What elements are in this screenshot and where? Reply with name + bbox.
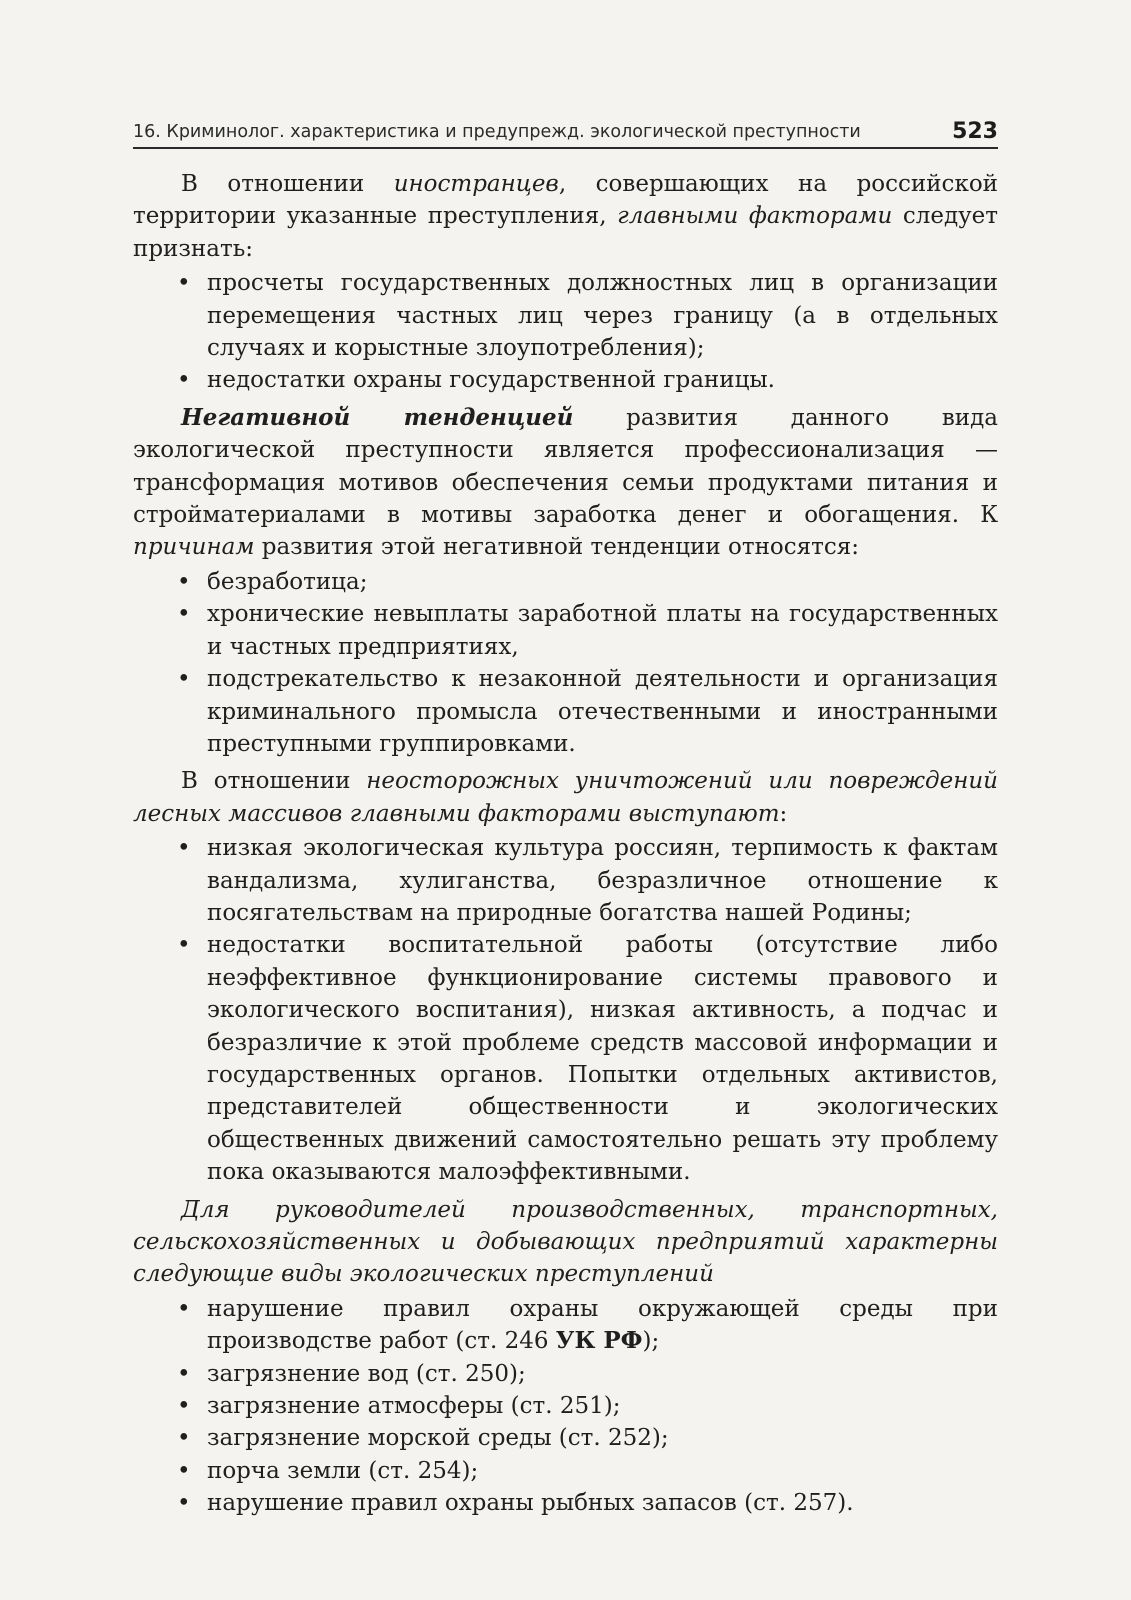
paragraph-foreigners [133, 168, 998, 265]
text-run: В отношении [181, 768, 367, 795]
list-item: • хронические невыплаты заработной платы на государственных и частных предприятиях, [207, 598, 998, 663]
list-item: • нарушение правил охраны рыбных запасов (ст. 257). [207, 1487, 998, 1519]
list-item: • безработица; [207, 566, 998, 598]
list-foreigner-factors [133, 267, 998, 397]
list-item: • загрязнение атмосферы (ст. 251); [207, 1390, 998, 1422]
list-tendency-causes [133, 566, 998, 760]
chapter-title: 16. Криминолог. характеристика и предупрежд. экологической преступности [133, 122, 861, 142]
text-run: следует признать: [133, 203, 999, 262]
page-body [133, 168, 998, 1525]
text-run: : [779, 800, 788, 827]
list-item: • порча земли (ст. 254); [207, 1455, 998, 1487]
emphasis-foreigners: иностранцев [393, 171, 559, 197]
emphasis-forest-factors: неосторожных уничтожений или повреждений лесных массивов главными факторами выступают [133, 768, 998, 827]
text-run: нарушение правил охраны окружающей среды при производстве работ (ст. 246 [207, 1295, 998, 1355]
text-run: развития данного вида экологической преступности является профессионализация — трансформация мотивов обеспечения семьи продуктами питания и стройматериалами в мотивы заработка денег и обогащения. К [133, 404, 999, 529]
list-item: • подстрекательство к незаконной деятельности и организация криминального промысла отечественными и иностранными преступными группировками. [207, 663, 998, 760]
emphasis-causes: причинам [133, 534, 255, 561]
list-forest-factors [133, 832, 998, 1188]
paragraph-negative-tendency [133, 402, 998, 564]
list-item: • загрязнение морской среды (ст. 252); [207, 1422, 998, 1454]
list-item [207, 1293, 998, 1358]
text-run: В отношении [181, 171, 394, 197]
paragraph-managers [133, 1194, 998, 1291]
text-run: ); [642, 1328, 660, 1355]
page-number: 523 [952, 119, 998, 144]
list-item: • недостатки охраны государственной границы. [207, 364, 998, 396]
code-abbreviation: УК РФ [555, 1327, 643, 1355]
text-run: , совершающих на российской территории указанные преступления, [133, 171, 998, 230]
list-crime-types [133, 1293, 998, 1520]
emphasis-main-factors: главными факторами [617, 203, 893, 230]
emphasis-managers: Для руководителей производственных, транспортных, сельскохозяйственных и добывающих предприятий характерны следующие виды экологических преступлений [133, 1196, 998, 1288]
paragraph-forest-damage [133, 765, 998, 830]
emphasis-negative-tendency: Негативной тенденцией [181, 403, 574, 431]
running-header [133, 113, 998, 149]
list-item: • низкая экологическая культура россиян, терпимость к фактам вандализма, хулиганства, безразличное отношение к посягательствам на природные богатства нашей Родины; [207, 832, 998, 929]
list-item: • недостатки воспитательной работы (отсутствие либо неэффективное функционирование системы правового и экологического воспитания), низкая активность, а подчас и безразличие к этой проблеме средств массовой информации и государственных органов. Попытки отдельных активистов, представителей общественности и экологических общественных движений самостоятельно решать эту проблему пока оказываются малоэффективными. [207, 929, 998, 1188]
list-item: • просчеты государственных должностных лиц в организации перемещения частных лиц через границу (а в отдельных случаях и корыстные злоупотребления); [207, 267, 998, 364]
text-run: развития этой негативной тенденции относятся: [254, 534, 859, 561]
list-item: • загрязнение вод (ст. 250); [207, 1358, 998, 1390]
